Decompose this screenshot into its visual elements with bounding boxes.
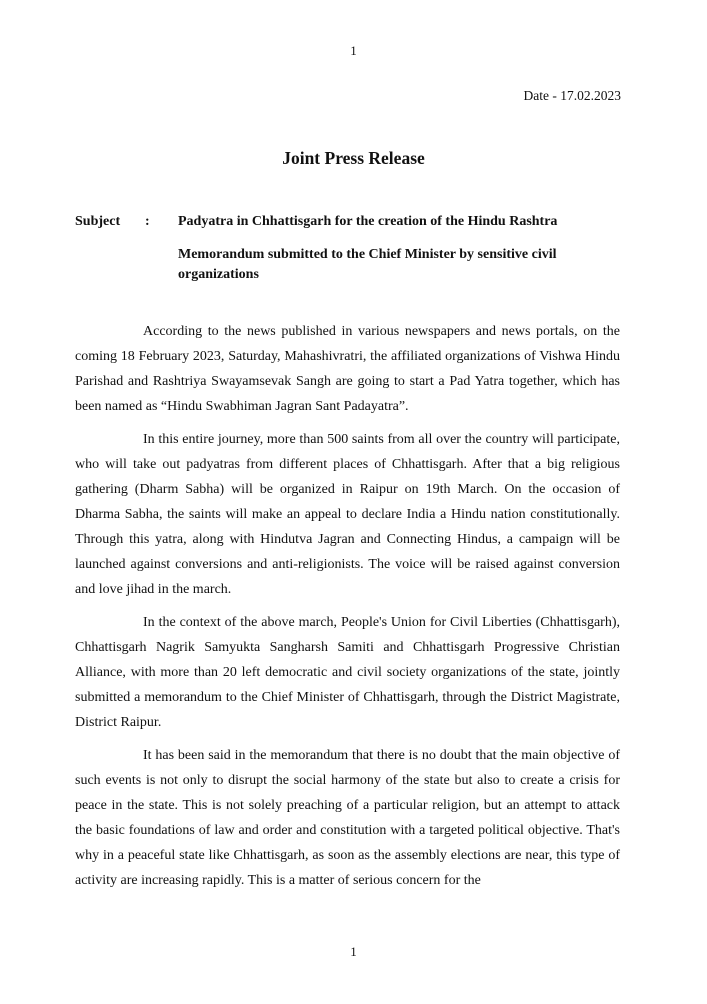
subject-line-2: Memorandum submitted to the Chief Minister by sensitive civil organizations <box>178 247 557 282</box>
paragraph-2: In this entire journey, more than 500 saints from all over the country will participate, who will take out padyatras from different places of Chhattisgarh. After that a big religious gathering (Dharm Sabha) will be organized in Raipur on 19th March. On the occasion of Dharma Sabha, the saints will make an appeal to declare India a Hindu nation constitutionally. Through this yatra, along with Hindutva Jagran and Connecting Hindus, a campaign will be launched against conversions and anti-religionists. The voice will be raised against conversion and love jihad in the march. <box>75 432 620 597</box>
paragraph-3: In the context of the above march, People's Union for Civil Liberties (Chhattisgarh), Chhattisgarh Nagrik Samyukta Sangharsh Samiti and Chhattisgarh Progressive Christian Alliance, with more than 20 left democratic and civil society organizations of the state, jointly submitted a memorandum to the Chief Minister of Chhattisgarh, through the District Magistrate, District Raipur. <box>75 615 620 730</box>
page-number-bottom: 1 <box>350 944 357 959</box>
page-number-top: 1 <box>350 43 357 58</box>
date-line: Date - 17.02.2023 <box>523 88 621 103</box>
body-text <box>75 319 620 901</box>
page-title: Joint Press Release <box>282 148 425 168</box>
paragraph-1: According to the news published in various newspapers and news portals, on the coming 18 February 2023, Saturday, Mahashivratri, the affiliated organizations of Vishwa Hindu Parishad and Rashtriya Swayamsevak Sangh are going to start a Pad Yatra together, which has been named as “Hindu Swabhiman Jagran Sant Padayatra”. <box>75 324 620 414</box>
subject-line-1: Padyatra in Chhattisgarh for the creation of the Hindu Rashtra <box>178 214 558 229</box>
subject-label: Subject <box>75 214 121 229</box>
subject-colon: : <box>145 214 150 229</box>
paragraph-4: It has been said in the memorandum that there is no doubt that the main objective of such events is not only to disrupt the social harmony of the state but also to create a crisis for peace in the state. This is not solely preaching of a particular religion, but an attempt to attack the basic foundations of law and order and constitution with a targeted political objective. That's why in a peaceful state like Chhattisgarh, as soon as the assembly elections are near, this type of activity are increasing rapidly. This is a matter of serious concern for the <box>75 748 620 888</box>
